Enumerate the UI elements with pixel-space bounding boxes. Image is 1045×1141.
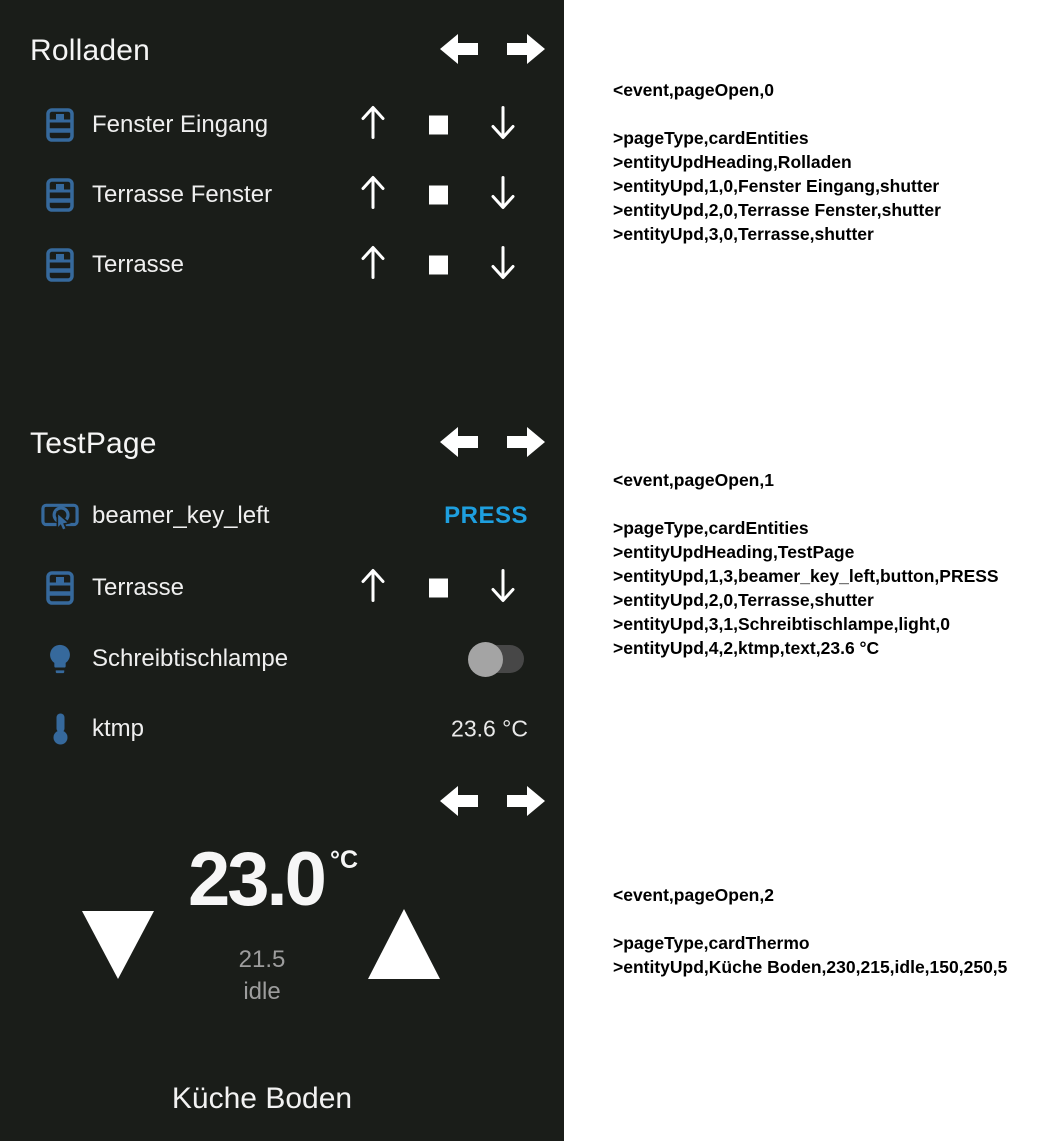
temperature-unit: °C (330, 846, 359, 874)
shutter-stop-button[interactable] (429, 579, 448, 598)
log-line: >pageType,cardEntities (613, 128, 809, 148)
log-line: >entityUpd,Küche Boden,230,215,idle,150,250,5 (613, 957, 1008, 977)
entity-row (0, 160, 564, 230)
toggle-knob (468, 642, 503, 677)
page-title: Rolladen (30, 34, 151, 67)
log-line: >entityUpd,2,0,Terrasse,shutter (613, 590, 874, 610)
entity-row (0, 623, 564, 695)
prev-page-arrow-icon[interactable] (440, 784, 478, 818)
prev-page-arrow-icon[interactable] (440, 425, 478, 459)
page-title: TestPage (30, 427, 157, 460)
log-line: <event,pageOpen,2 (613, 885, 774, 905)
entity-name: ktmp (92, 715, 145, 742)
log-line: <event,pageOpen,1 (613, 470, 774, 490)
log-line: >entityUpd,3,0,Terrasse,shutter (613, 224, 874, 244)
shutter-icon (38, 565, 82, 611)
sensor-value: 23.6 °C (451, 715, 528, 742)
entity-row (0, 480, 564, 552)
log-line: >entityUpd,2,0,Terrasse Fenster,shutter (613, 200, 941, 220)
thermometer-icon (38, 706, 82, 752)
temp-increase-button[interactable] (368, 909, 440, 979)
protocol-log-page2 (613, 883, 1045, 979)
shutter-icon (38, 172, 82, 218)
log-blank-line (613, 907, 1045, 931)
entity-row (0, 90, 564, 160)
shutter-icon (38, 102, 82, 148)
shutter-stop-button[interactable] (429, 186, 448, 205)
target-temperature: 21.5 (238, 946, 286, 973)
log-blank-line (613, 102, 1045, 126)
log-line: >entityUpd,4,2,ktmp,text,23.6 °C (613, 638, 880, 658)
page-navigation (440, 32, 545, 66)
shutter-down-button[interactable] (489, 175, 517, 216)
shutter-down-button[interactable] (489, 105, 517, 146)
shutter-icon (38, 242, 82, 288)
thermostat-title: Küche Boden (171, 1082, 353, 1115)
shutter-down-button[interactable] (489, 568, 517, 609)
entity-row (0, 552, 564, 624)
next-page-arrow-icon[interactable] (507, 32, 545, 66)
entity-name: Schreibtischlampe (92, 645, 289, 672)
log-line: <event,pageOpen,0 (613, 80, 774, 100)
next-page-arrow-icon[interactable] (507, 784, 545, 818)
log-line: >entityUpdHeading,TestPage (613, 542, 855, 562)
entity-name: Terrasse (92, 574, 185, 601)
shutter-stop-button[interactable] (429, 256, 448, 275)
protocol-log-page0 (613, 78, 1045, 246)
log-line: >entityUpd,3,1,Schreibtischlampe,light,0 (613, 614, 950, 634)
next-page-arrow-icon[interactable] (507, 425, 545, 459)
log-line: >pageType,cardEntities (613, 518, 809, 538)
entity-row (0, 693, 564, 765)
shutter-stop-button[interactable] (429, 116, 448, 135)
gesture-tap-button-icon (38, 493, 82, 539)
shutter-down-button[interactable] (489, 245, 517, 286)
press-button[interactable]: PRESS (444, 502, 528, 529)
log-line: >entityUpdHeading,Rolladen (613, 152, 852, 172)
entity-name: Terrasse Fenster (92, 181, 273, 208)
temp-decrease-button[interactable] (82, 911, 154, 979)
page-navigation (440, 425, 545, 459)
shutter-up-button[interactable] (359, 105, 387, 146)
shutter-up-button[interactable] (359, 245, 387, 286)
log-blank-line (613, 492, 1045, 516)
log-line: >pageType,cardThermo (613, 933, 810, 953)
entity-row (0, 230, 564, 300)
prev-page-arrow-icon[interactable] (440, 32, 478, 66)
shutter-up-button[interactable] (359, 568, 387, 609)
log-line: >entityUpd,1,0,Fenster Eingang,shutter (613, 176, 940, 196)
card-entities-rolladen (0, 0, 564, 380)
page-navigation (440, 784, 545, 818)
light-toggle-switch[interactable] (468, 641, 524, 677)
card-entities-testpage (0, 380, 564, 775)
log-line: >entityUpd,1,3,beamer_key_left,button,PRESS (613, 566, 999, 586)
entity-name: beamer_key_left (92, 502, 270, 529)
shutter-up-button[interactable] (359, 175, 387, 216)
protocol-log-page1 (613, 468, 1045, 660)
hvac-state: idle (243, 978, 281, 1005)
current-temperature: 23.0 (188, 837, 324, 922)
entity-name: Terrasse (92, 251, 185, 278)
lightbulb-icon (38, 636, 82, 682)
entity-name: Fenster Eingang (92, 111, 269, 138)
